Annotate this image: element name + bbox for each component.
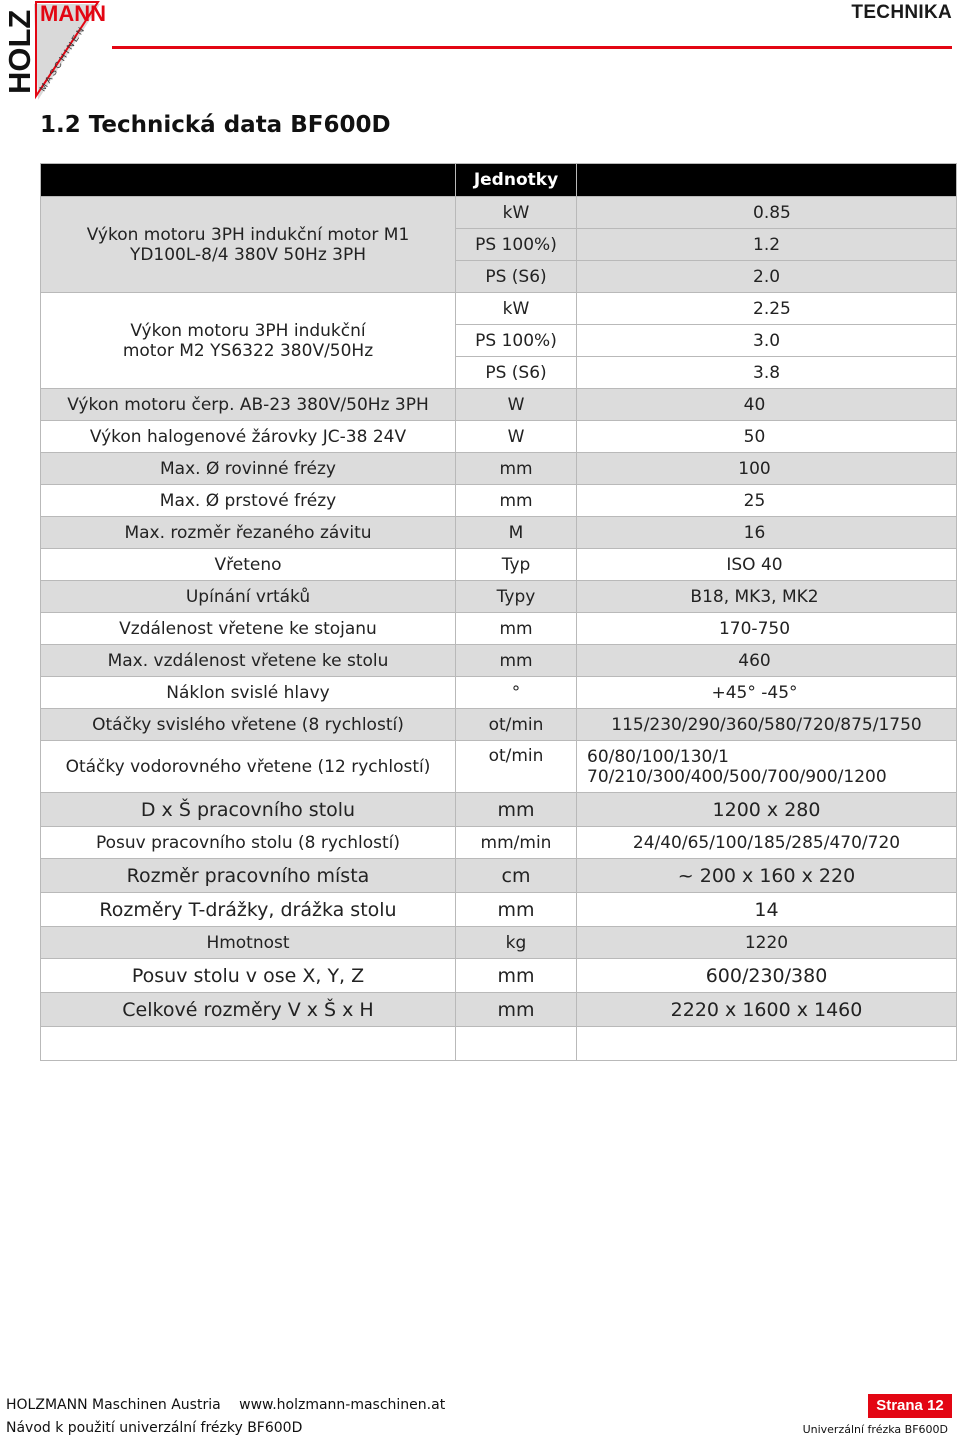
row-unit: W bbox=[456, 421, 577, 453]
row-label: Náklon svislé hlavy bbox=[41, 677, 456, 709]
row-value: B18, MK3, MK2 bbox=[577, 581, 957, 613]
row-label: Upínání vrtáků bbox=[41, 581, 456, 613]
footer-company: HOLZMANN Maschinen Austria bbox=[6, 1397, 221, 1413]
row-value: 2.0 bbox=[577, 261, 957, 293]
table-row bbox=[41, 549, 957, 581]
row-label: Výkon motoru 3PH indukční motor M1 YD100L-8/4 380V 50Hz 3PH bbox=[41, 197, 456, 293]
table-row bbox=[41, 993, 957, 1027]
footer-product: Univerzální frézka BF600D bbox=[802, 1423, 948, 1436]
logo-holz-text: HOLZ bbox=[2, 9, 37, 94]
row-label: Hmotnost bbox=[41, 927, 456, 959]
row-value-line1: 60/80/100/130/1 bbox=[587, 746, 729, 767]
table-row bbox=[41, 293, 957, 325]
empty-cell bbox=[577, 1027, 957, 1061]
row-unit: PS 100%) bbox=[456, 229, 577, 261]
page-number-badge: Strana 12 bbox=[868, 1394, 952, 1418]
row-value: 100 bbox=[577, 453, 957, 485]
row-label: Výkon motoru čerp. AB-23 380V/50Hz 3PH bbox=[41, 389, 456, 421]
row-label: Max. vzdálenost vřetene ke stolu bbox=[41, 645, 456, 677]
row-unit: mm bbox=[456, 993, 577, 1027]
row-value: ~ 200 x 160 x 220 bbox=[577, 859, 957, 893]
footer-website-link[interactable]: www.holzmann-maschinen.at bbox=[239, 1397, 446, 1413]
row-value: 0.85 bbox=[577, 197, 957, 229]
table-header-row bbox=[41, 164, 957, 197]
table-row bbox=[41, 197, 957, 229]
table-row bbox=[41, 959, 957, 993]
row-value: 3.0 bbox=[577, 325, 957, 357]
row-unit: Typ bbox=[456, 549, 577, 581]
row-value: 24/40/65/100/185/285/470/720 bbox=[577, 827, 957, 859]
header-rule bbox=[112, 46, 952, 49]
row-value: +45° -45° bbox=[577, 677, 957, 709]
table-row bbox=[41, 453, 957, 485]
row-label: Otáčky svislého vřetene (8 rychlostí) bbox=[41, 709, 456, 741]
row-label: Rozměry T-drážky, drážka stolu bbox=[41, 893, 456, 927]
row-label: Rozměr pracovního místa bbox=[41, 859, 456, 893]
row-value: 50 bbox=[577, 421, 957, 453]
row-label: Celkové rozměry V x Š x H bbox=[41, 993, 456, 1027]
row-value: 115/230/290/360/580/720/875/1750 bbox=[577, 709, 957, 741]
row-label: Posuv pracovního stolu (8 rychlostí) bbox=[41, 827, 456, 859]
empty-cell bbox=[41, 1027, 456, 1061]
table-row bbox=[41, 389, 957, 421]
row-unit: mm bbox=[456, 959, 577, 993]
table-row bbox=[41, 709, 957, 741]
row-unit: Typy bbox=[456, 581, 577, 613]
row-value: 14 bbox=[577, 893, 957, 927]
footer-company-line bbox=[6, 1397, 445, 1413]
table-row bbox=[41, 827, 957, 859]
row-unit: mm bbox=[456, 793, 577, 827]
row-value: 3.8 bbox=[577, 357, 957, 389]
logo-mann-text: MANN bbox=[40, 1, 106, 26]
row-label: Otáčky vodorovného vřetene (12 rychlostí) bbox=[41, 741, 456, 793]
row-value: 600/230/380 bbox=[577, 959, 957, 993]
table-row bbox=[41, 645, 957, 677]
holzmann-logo bbox=[0, 0, 112, 104]
header-value bbox=[577, 164, 957, 197]
table-row bbox=[41, 859, 957, 893]
table-row bbox=[41, 741, 957, 793]
row-label: Max. rozměr řezaného závitu bbox=[41, 517, 456, 549]
header-units: Jednotky bbox=[456, 164, 577, 197]
row-unit: ot/min bbox=[456, 709, 577, 741]
row-value: 460 bbox=[577, 645, 957, 677]
row-unit: mm/min bbox=[456, 827, 577, 859]
row-label: Max. Ø rovinné frézy bbox=[41, 453, 456, 485]
row-value: ISO 40 bbox=[577, 549, 957, 581]
row-unit: mm bbox=[456, 485, 577, 517]
row-unit: PS (S6) bbox=[456, 357, 577, 389]
row-unit: ot/min bbox=[456, 741, 577, 793]
row-value-multiline bbox=[577, 741, 957, 793]
row-label: Výkon motoru 3PH indukční motor M2 YS6322 380V/50Hz bbox=[41, 293, 456, 389]
table-row bbox=[41, 581, 957, 613]
section-label: TECHNIKA bbox=[851, 2, 952, 23]
table-row bbox=[41, 485, 957, 517]
table-row bbox=[41, 421, 957, 453]
technical-data-table bbox=[40, 163, 957, 1061]
row-unit: mm bbox=[456, 453, 577, 485]
row-unit: PS 100%) bbox=[456, 325, 577, 357]
row-label: Max. Ø prstové frézy bbox=[41, 485, 456, 517]
header-parameter bbox=[41, 164, 456, 197]
row-value: 2220 x 1600 x 1460 bbox=[577, 993, 957, 1027]
row-unit: kW bbox=[456, 197, 577, 229]
row-unit: cm bbox=[456, 859, 577, 893]
page-title: 1.2 Technická data BF600D bbox=[40, 112, 391, 138]
row-value: 16 bbox=[577, 517, 957, 549]
row-label: Vzdálenost vřetene ke stojanu bbox=[41, 613, 456, 645]
row-value: 170-750 bbox=[577, 613, 957, 645]
row-value: 25 bbox=[577, 485, 957, 517]
table-row bbox=[41, 793, 957, 827]
row-value: 40 bbox=[577, 389, 957, 421]
row-unit: kW bbox=[456, 293, 577, 325]
row-unit: mm bbox=[456, 893, 577, 927]
logo-maschinen-text: MASCHINEN bbox=[37, 23, 88, 94]
row-value: 1200 x 280 bbox=[577, 793, 957, 827]
table-row bbox=[41, 893, 957, 927]
table-row bbox=[41, 927, 957, 959]
row-value-line2: 70/210/300/400/500/700/900/1200 bbox=[587, 766, 887, 787]
table-row-empty bbox=[41, 1027, 957, 1061]
row-value: 1220 bbox=[577, 927, 957, 959]
row-unit: mm bbox=[456, 613, 577, 645]
row-unit: PS (S6) bbox=[456, 261, 577, 293]
row-label: Výkon halogenové žárovky JC-38 24V bbox=[41, 421, 456, 453]
table-row bbox=[41, 613, 957, 645]
empty-cell bbox=[456, 1027, 577, 1061]
row-value: 2.25 bbox=[577, 293, 957, 325]
row-unit: M bbox=[456, 517, 577, 549]
row-unit: kg bbox=[456, 927, 577, 959]
row-label: Posuv stolu v ose X, Y, Z bbox=[41, 959, 456, 993]
row-unit: ° bbox=[456, 677, 577, 709]
footer-manual: Návod k použití univerzální frézky BF600D bbox=[6, 1420, 303, 1436]
row-unit: W bbox=[456, 389, 577, 421]
row-label: D x Š pracovního stolu bbox=[41, 793, 456, 827]
row-unit: mm bbox=[456, 645, 577, 677]
row-label: Vřeteno bbox=[41, 549, 456, 581]
table-row bbox=[41, 677, 957, 709]
row-value: 1.2 bbox=[577, 229, 957, 261]
table-row bbox=[41, 517, 957, 549]
